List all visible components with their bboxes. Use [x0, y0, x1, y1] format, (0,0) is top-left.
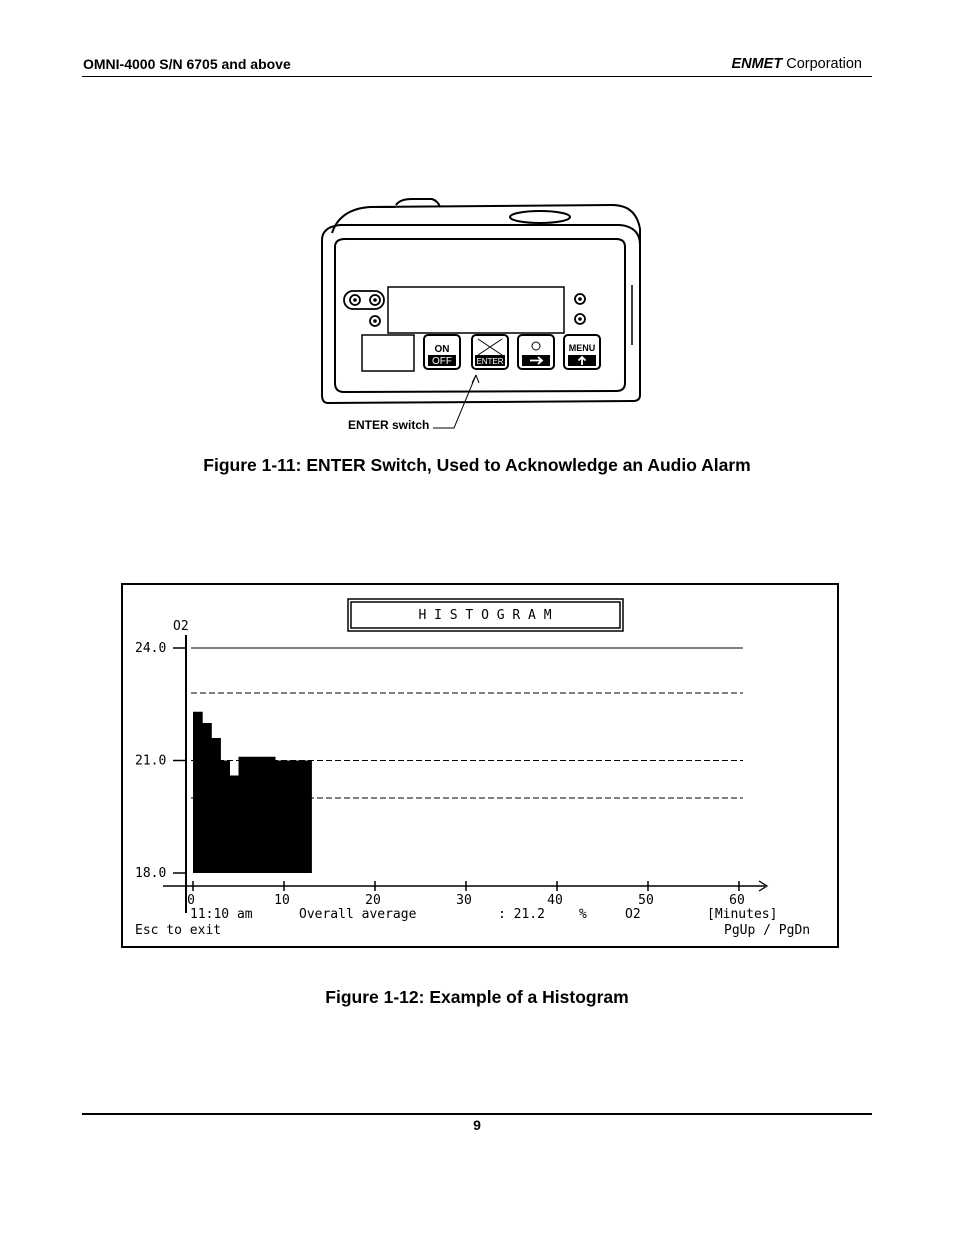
histogram-bar: [302, 761, 312, 874]
header-company-suffix: Corporation: [782, 56, 862, 72]
histogram-bar: [275, 761, 285, 874]
histogram-bar: [211, 738, 221, 873]
menu-button[interactable]: [564, 335, 600, 369]
callout-arrowhead: [472, 375, 479, 383]
y-tick-label: 18.0: [135, 866, 167, 881]
enter-switch-callout: ENTER switch: [348, 418, 430, 432]
histogram-bar: [239, 757, 249, 873]
header-brand: ENMET: [731, 56, 783, 72]
y-axis-gas-label: O2: [173, 619, 189, 634]
histogram-bar: [220, 761, 230, 874]
x-tick-label: 50: [638, 893, 654, 908]
histogram-bar: [266, 757, 276, 873]
y-tick-label: 21.0: [135, 753, 167, 769]
histogram-bar: [202, 723, 212, 873]
figure-1-12-caption: Figure 1-12: Example of a Histogram: [325, 987, 629, 1007]
page-number: 9: [473, 1117, 481, 1133]
histogram-bar: [293, 761, 303, 874]
enter-label: ENTER: [476, 357, 504, 366]
footer-rule: [82, 1113, 872, 1115]
menu-label: MENU: [568, 343, 596, 353]
x-tick-label: 10: [274, 893, 290, 908]
page-up-down-hint[interactable]: PgUp / PgDn: [724, 923, 811, 938]
histogram-screen: [121, 583, 841, 951]
on-label: ON: [434, 344, 450, 355]
overall-average-label: Overall average: [299, 907, 417, 922]
header-document-title: OMNI-4000 S/N 6705 and above: [83, 56, 291, 72]
header-rule: [82, 76, 872, 77]
x-tick-label: 30: [456, 893, 472, 908]
histogram-bar: [193, 712, 203, 873]
x-tick-label: 20: [365, 893, 381, 908]
histogram-bar: [229, 776, 239, 874]
log-time: 11:10 am: [190, 907, 253, 922]
header-company: [731, 56, 862, 72]
overall-average-value: : 21.2: [498, 907, 545, 922]
omni-4000-device-illustration: [300, 195, 650, 435]
enter-button[interactable]: [472, 335, 508, 369]
histogram-bar: [257, 757, 267, 873]
light-right-button[interactable]: [518, 335, 554, 369]
histogram-bar: [284, 761, 294, 874]
x-tick-label: 40: [547, 893, 563, 908]
esc-to-exit-hint[interactable]: Esc to exit: [135, 923, 222, 938]
y-tick-label: 24.0: [135, 641, 167, 656]
histogram-bar: [248, 757, 258, 873]
off-label: OFF: [432, 356, 452, 367]
figure-1-11-caption: Figure 1-11: ENTER Switch, Used to Acknowledge an Audio Alarm: [203, 455, 751, 475]
histogram-title: H I S T O G R A M: [418, 608, 552, 623]
on-off-button[interactable]: [424, 335, 460, 369]
gas-name: O2: [625, 907, 641, 922]
x-tick-label: 60: [729, 893, 745, 908]
unit-label: %: [579, 907, 587, 922]
x-tick-label: 0: [187, 893, 195, 908]
x-axis-unit: [Minutes]: [707, 907, 778, 922]
